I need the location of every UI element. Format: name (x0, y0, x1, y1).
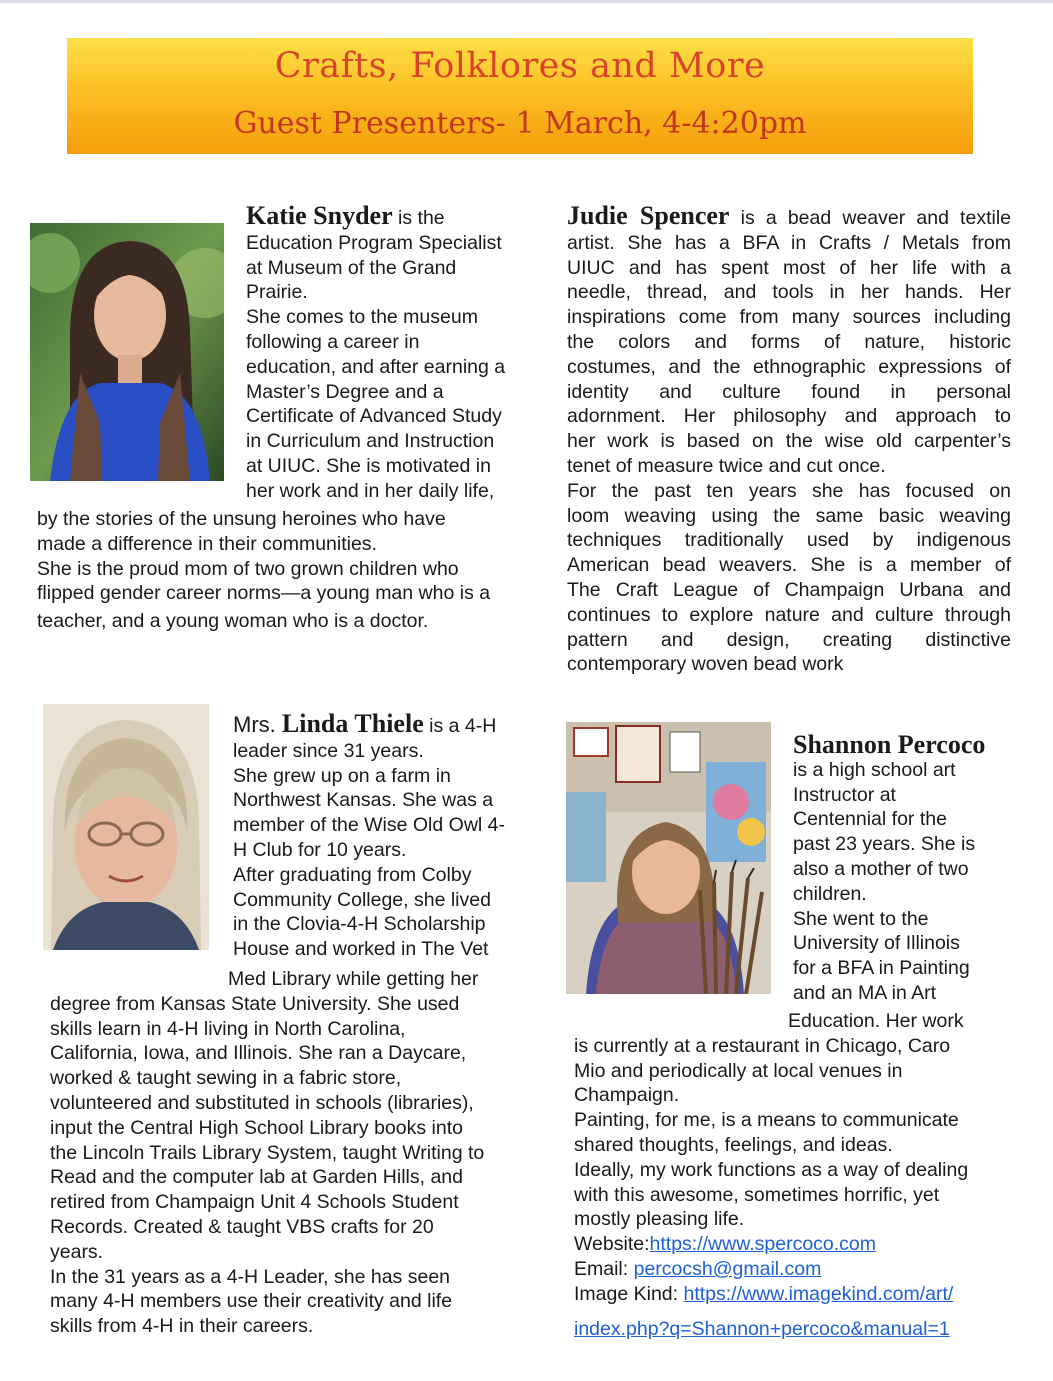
linda-bio-line: many 4-H members use their creativity and life (50, 1290, 453, 1313)
linda-bio-line: is a 4-H (423, 715, 497, 737)
linda-bio-line: leader since 31 years. (233, 739, 424, 762)
shannon-percoco-photo (566, 722, 771, 994)
shannon-bio-line: children. (793, 882, 867, 905)
shannon-bio-line: Centennial for the (793, 808, 947, 831)
shannon-bio-line: and an MA in Art (793, 981, 937, 1004)
judie-bio-line: The Craft League of Champaign Urbana and (567, 578, 1011, 601)
katie-snyder-photo (30, 223, 224, 481)
shannon-percoco-bio-continued (574, 1009, 1024, 1341)
katie-bio-line: by the stories of the unsung heroines who have (37, 508, 446, 530)
linda-bio-line: She grew up on a farm in (233, 764, 451, 787)
judie-bio-line: adornment. Her philosophy and approach to (567, 405, 1011, 428)
imagekind-line-2 (574, 1317, 1024, 1342)
website-line (574, 1232, 1024, 1257)
linda-thiele-bio-continued (50, 967, 550, 1339)
top-border (0, 0, 1053, 3)
shannon-percoco-name: Shannon Percoco (793, 730, 986, 759)
judie-bio-line: artist. She has a BFA in Crafts / Metals from (567, 231, 1011, 254)
katie-bio-line: at UIUC. She is motivated in (246, 454, 491, 477)
judie-bio-line: contemporary woven bead work (567, 653, 844, 676)
judie-bio-line: loom weaving using the same basic weaving (567, 504, 1011, 527)
linda-bio-line: Northwest Kansas. She was a (233, 789, 494, 812)
katie-bio-line: at Museum of the Grand (246, 256, 457, 279)
linda-bio-line: skills learn in 4-H living in North Carolina, (50, 1017, 406, 1040)
linda-bio-line: retired from Champaign Unit 4 Schools Student (50, 1191, 459, 1214)
imagekind-label: Image Kind: (574, 1282, 684, 1305)
judie-bio-line: pattern and design, creating distinctive (567, 628, 1011, 651)
linda-bio-line: After graduating from Colby (233, 863, 472, 886)
linda-bio-line: the Lincoln Trails Library System, taught Writing to (50, 1141, 485, 1164)
linda-bio-line: Community College, she lived (233, 888, 491, 911)
judie-spencer-bio (567, 201, 1011, 677)
katie-bio-line: She comes to the museum (246, 306, 478, 329)
shannon-bio-line: for a BFA in Painting (793, 957, 970, 980)
katie-bio-line: flipped gender career norms—a young man who is a (37, 582, 491, 605)
judie-bio-line: UIUC and has spent most of her life with a (567, 256, 1011, 279)
shannon-bio-line: Champaign. (574, 1084, 680, 1107)
katie-bio-line: in Curriculum and Instruction (246, 430, 495, 453)
shannon-bio-line: Ideally, my work functions as a way of dealing (574, 1158, 969, 1181)
judie-bio-line: the colors and forms of nature, historic (567, 330, 1011, 353)
linda-bio-line: worked & taught sewing in a fabric store, (50, 1067, 402, 1090)
email-label: Email: (574, 1257, 634, 1280)
judie-bio-line: her work is based on the wise old carpenter’s (567, 430, 1011, 453)
katie-bio-line: Prairie. (246, 281, 308, 304)
judie-bio-line: tenet of measure twice and cut once. (567, 454, 886, 477)
linda-bio-line: years. (50, 1240, 104, 1263)
email-link[interactable]: percocsh@gmail.com (633, 1257, 822, 1280)
shannon-bio-line: mostly pleasing life. (574, 1208, 745, 1231)
judie-bio-line: is a bead weaver and textile (729, 207, 1011, 229)
shannon-bio-line: is currently at a restaurant in Chicago, Caro (574, 1034, 951, 1057)
judie-bio-line: For the past ten years she has focused on (567, 479, 1011, 502)
linda-thiele-bio (233, 709, 533, 962)
shannon-bio-line: with this awesome, sometimes horrific, yet (574, 1183, 940, 1206)
katie-bio-line: teacher, and a young woman who is a doctor. (37, 610, 429, 633)
katie-bio-line: following a career in (246, 330, 420, 353)
website-label: Website: (574, 1233, 650, 1256)
shannon-bio-line: also a mother of two (793, 857, 969, 880)
judie-bio-line: costumes, and the ethnographic expressions of (567, 355, 1011, 378)
katie-snyder-name: Katie Snyder (246, 201, 393, 230)
linda-bio-line: House and worked in The Vet (233, 938, 489, 961)
linda-bio-line: Read and the computer lab at Garden Hills, and (50, 1166, 463, 1189)
judie-bio-line: identity and culture found in personal (567, 380, 1011, 403)
page-title: Crafts, Folklores and More (274, 46, 766, 86)
linda-bio-line: skills from 4-H in their careers. (50, 1315, 314, 1338)
judie-bio-line: inspirations come from many sources including (567, 306, 1011, 329)
katie-snyder-bio (246, 201, 536, 504)
linda-bio-line: member of the Wise Old Owl 4- (233, 814, 505, 837)
imagekind-link-continued[interactable]: index.php?q=Shannon+percoco&manual=1 (574, 1317, 950, 1340)
shannon-bio-line: is a high school art (793, 758, 956, 781)
shannon-bio-line: past 23 years. She is (793, 833, 976, 856)
judie-spencer-name: Judie Spencer (567, 201, 730, 230)
website-link[interactable]: https://www.spercoco.com (649, 1233, 877, 1256)
linda-thiele-photo (43, 704, 209, 950)
linda-bio-line: Records. Created & taught VBS crafts for 20 (50, 1215, 434, 1238)
linda-prefix: Mrs. (233, 712, 282, 737)
katie-bio-line: education, and after earning a (246, 355, 506, 378)
linda-thiele-name: Linda Thiele (281, 709, 424, 738)
judie-bio-line: needle, thread, and tools in her hands. Her (567, 281, 1011, 304)
page-subtitle: Guest Presenters- 1 March, 4-4:20pm (233, 106, 807, 141)
shannon-bio-line: She went to the (793, 907, 929, 930)
katie-bio-line: Certificate of Advanced Study (246, 405, 502, 428)
shannon-bio-line: shared thoughts, feelings, and ideas. (574, 1133, 893, 1156)
katie-bio-line: Education Program Specialist (246, 231, 502, 254)
katie-bio-line: her work and in her daily life, (246, 479, 495, 502)
judie-bio-line: American bead weavers. She is a member of (567, 554, 1011, 577)
linda-bio-line: Med Library while getting her (228, 968, 479, 990)
katie-bio-line: She is the proud mom of two grown children who (37, 557, 459, 580)
linda-bio-line: California, Iowa, and Illinois. She ran a Daycare, (50, 1042, 467, 1065)
linda-bio-line: In the 31 years as a 4-H Leader, she has seen (50, 1265, 451, 1288)
judie-bio-line: techniques traditionally used by indigenous (567, 529, 1011, 552)
shannon-percoco-bio (793, 730, 1023, 1006)
email-line (574, 1257, 1024, 1282)
title-banner (67, 38, 973, 154)
imagekind-line (574, 1282, 1024, 1307)
shannon-bio-line: Education. Her work (788, 1010, 964, 1032)
shannon-bio-line: Instructor at (793, 783, 896, 806)
katie-bio-line: is the (392, 207, 445, 229)
katie-bio-line: made a difference in their communities. (37, 532, 377, 555)
linda-bio-line: in the Clovia-4-H Scholarship (233, 913, 486, 936)
shannon-bio-line: University of Illinois (793, 932, 960, 955)
imagekind-link[interactable]: https://www.imagekind.com/art/ (683, 1282, 954, 1305)
katie-snyder-bio-continued (37, 507, 537, 634)
linda-bio-line: volunteered and substituted in schools (libraries), (50, 1091, 474, 1114)
judie-bio-line: continues to explore nature and culture through (567, 603, 1011, 626)
shannon-bio-line: Painting, for me, is a means to communicate (574, 1109, 959, 1132)
linda-bio-line: H Club for 10 years. (233, 838, 407, 861)
shannon-bio-line: Mio and periodically at local venues in (574, 1059, 903, 1082)
linda-bio-line: degree from Kansas State University. She used (50, 992, 460, 1015)
linda-bio-line: input the Central High School Library books into (50, 1116, 463, 1139)
katie-bio-line: Master’s Degree and a (246, 380, 444, 403)
